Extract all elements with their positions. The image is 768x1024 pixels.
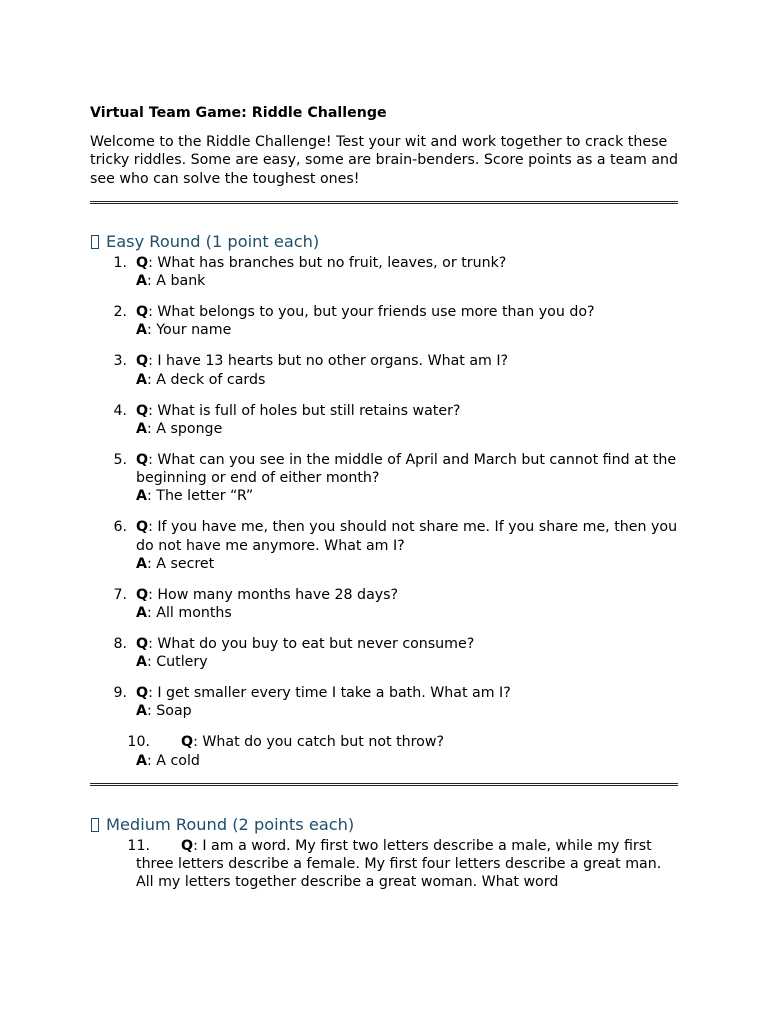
question-line (136, 518, 680, 554)
double-rule-divider (90, 783, 678, 786)
answer-text: : Soap (146, 703, 192, 720)
list-item (90, 451, 680, 506)
list-item (90, 254, 680, 290)
item-number: 9. (113, 685, 127, 702)
answer-text: : All months (146, 604, 232, 621)
answer-text: : A bank (146, 273, 206, 290)
question-text: : What do you catch but not throw? (193, 734, 444, 751)
answer-text: : A sponge (146, 420, 223, 437)
question-text: : I get smaller every time I take a bath. What am I? (148, 685, 511, 702)
answer-line (136, 653, 680, 671)
answer-text: : A secret (146, 555, 215, 572)
item-number: 8. (113, 635, 127, 652)
question-text: : If you have me, then you should not share me. If you share me, then you do not have me anymore. What am I? (136, 519, 678, 554)
q-label: Q (136, 304, 149, 321)
list-item (90, 684, 680, 720)
a-label: A (136, 752, 147, 769)
list-item (90, 635, 680, 671)
answer-line (136, 321, 680, 339)
section-heading-text: Easy Round (1 point each) (106, 232, 320, 252)
a-label: A (136, 654, 147, 671)
double-rule-divider (90, 201, 678, 204)
section-easy-round (90, 231, 680, 770)
list-item (90, 837, 680, 892)
q-label: Q (136, 586, 149, 603)
answer-line (136, 420, 680, 438)
question-text: : How many months have 28 days? (148, 586, 399, 603)
question-text: : What do you buy to eat but never consume? (148, 635, 475, 652)
question-line (136, 402, 680, 420)
document-title: Virtual Team Game: Riddle Challenge (90, 105, 387, 121)
a-label: A (136, 488, 147, 505)
q-label: Q (136, 353, 149, 370)
item-number: 1. (113, 255, 127, 272)
a-label: A (136, 273, 147, 290)
answer-line (136, 487, 680, 505)
item-number: 6. (113, 519, 127, 536)
answer-text: : The letter “R” (146, 488, 254, 505)
item-number: 2. (113, 304, 127, 321)
question-line (127, 837, 680, 892)
question-text: : I am a word. My first two letters describe a male, while my first three letters describe a female. My first four letters describe a great man. All my letters together describe a great woman. What word (136, 837, 662, 891)
q-label: Q (136, 255, 149, 272)
list-item (90, 518, 680, 573)
a-label: A (136, 703, 147, 720)
item-number: 11. (127, 837, 150, 854)
list-item (90, 352, 680, 388)
a-label: A (136, 555, 147, 572)
question-text: : What has branches but no fruit, leaves, or trunk? (148, 255, 507, 272)
q-label: Q (136, 402, 149, 419)
item-number: 4. (113, 402, 127, 419)
question-line (136, 635, 680, 653)
section-heading (90, 814, 680, 836)
answer-text: : Cutlery (146, 654, 208, 671)
answer-line (136, 272, 680, 290)
item-number: 10. (127, 734, 150, 751)
q-label: Q (181, 734, 194, 751)
answer-line (136, 604, 680, 622)
section-heading-text: Medium Round (2 points each) (106, 814, 355, 834)
list-item (90, 303, 680, 339)
question-line (136, 586, 680, 604)
section-heading (90, 231, 680, 253)
question-line (136, 352, 680, 370)
q-label: Q (136, 519, 149, 536)
a-label: A (136, 420, 147, 437)
item-number: 3. (113, 353, 127, 370)
item-number: 7. (113, 586, 127, 603)
question-line (136, 684, 680, 702)
q-label: Q (136, 635, 149, 652)
section-medium-round (90, 814, 680, 892)
a-label: A (136, 322, 147, 339)
answer-line (136, 702, 680, 720)
answer-text: : A deck of cards (146, 371, 266, 388)
q-label: Q (136, 685, 149, 702)
answer-text: : Your name (146, 322, 232, 339)
question-text: : What belongs to you, but your friends use more than you do? (148, 304, 595, 321)
list-item (90, 586, 680, 622)
question-text: : What is full of holes but still retains water? (148, 402, 461, 419)
question-line (136, 451, 680, 487)
q-label: Q (181, 837, 194, 854)
answer-line (136, 752, 680, 770)
riddle-list (90, 837, 680, 892)
box-icon (91, 818, 99, 832)
list-item (90, 402, 680, 438)
a-label: A (136, 371, 147, 388)
question-line (127, 733, 680, 751)
answer-text: : A cold (146, 752, 200, 769)
answer-line (136, 371, 680, 389)
question-text: : What can you see in the middle of April and March but cannot find at the beginning or end of either month? (136, 451, 677, 487)
riddle-list (90, 254, 680, 770)
box-icon (91, 235, 99, 249)
a-label: A (136, 604, 147, 621)
answer-line (136, 555, 680, 573)
q-label: Q (136, 451, 149, 468)
question-text: : I have 13 hearts but no other organs. What am I? (148, 353, 509, 370)
list-item (90, 733, 680, 769)
question-line (136, 303, 680, 321)
question-line (136, 254, 680, 272)
document-page (90, 103, 680, 898)
intro-paragraph: Welcome to the Riddle Challenge! Test your wit and work together to crack these tricky riddles. Some are easy, some are brain-benders. Score points as a team and see who can solve the toughest ones! (90, 134, 679, 187)
item-number: 5. (113, 451, 127, 468)
